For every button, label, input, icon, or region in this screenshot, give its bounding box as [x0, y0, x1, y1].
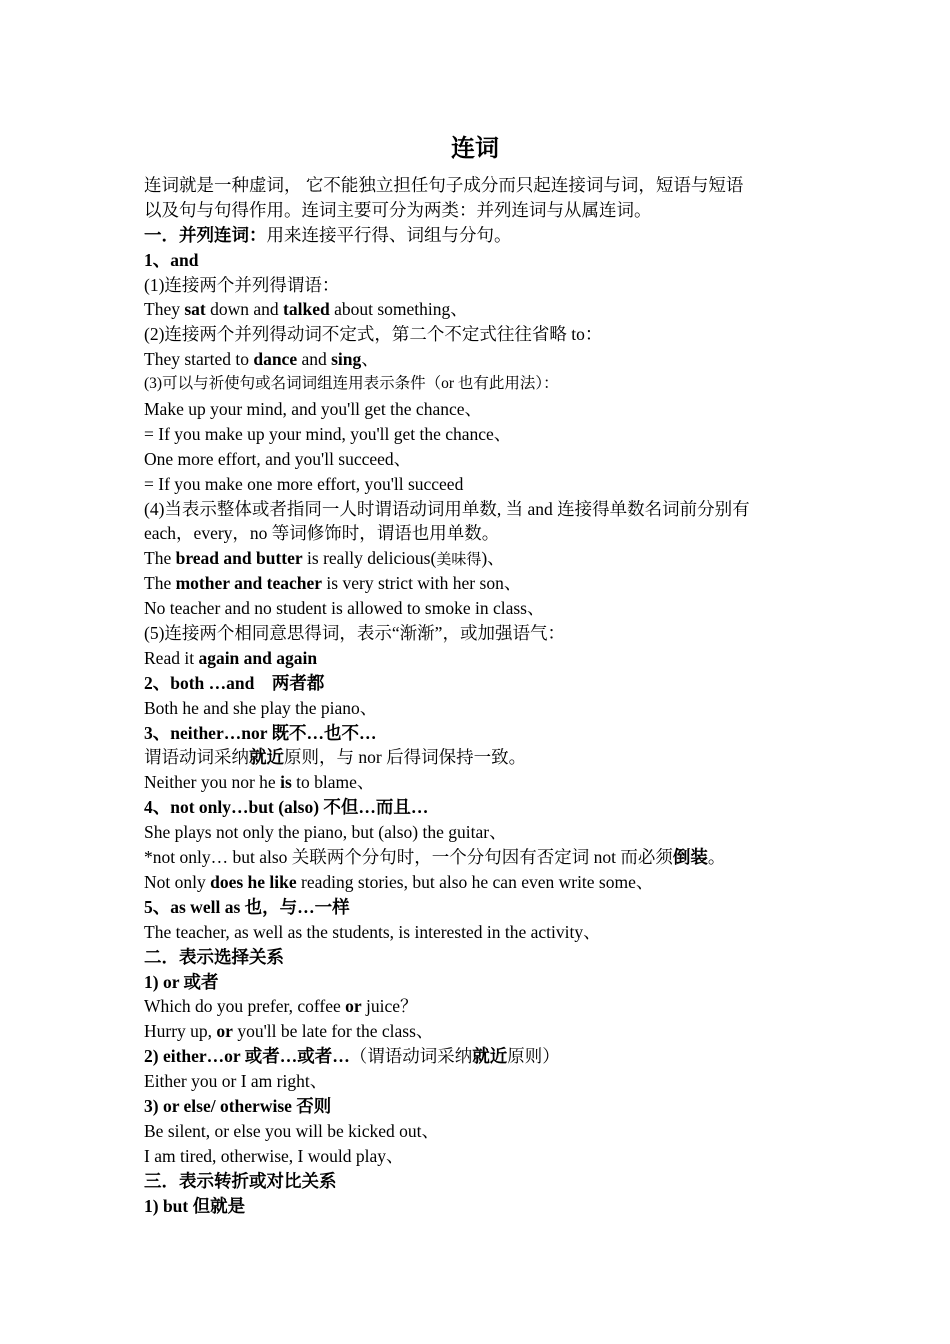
- text: 、: [361, 349, 379, 370]
- text: They started to: [144, 349, 254, 370]
- text: juice？: [361, 996, 418, 1017]
- emph: 倒装: [672, 847, 708, 868]
- text: about something、: [329, 299, 468, 320]
- notonly-example-2: [144, 870, 808, 895]
- and-point-4a: (4)当表示整体或者指同一人时谓语动词用单数, 当 and 连接得单数名词前分别有: [144, 498, 750, 519]
- emph: does he like: [210, 871, 297, 892]
- section-title: 并列连词：: [179, 224, 267, 245]
- text: They: [144, 299, 185, 320]
- aswell-heading: [144, 895, 808, 920]
- notonly-example-1: She plays not only the piano, but (also) the guitar、: [144, 822, 507, 843]
- section-1-heading: [144, 223, 808, 248]
- text: )、: [481, 548, 505, 569]
- emph: or: [216, 1021, 233, 1042]
- or-heading-text: 1) or 或者: [144, 971, 219, 992]
- emph: talked: [283, 299, 330, 320]
- or-example-1: [144, 994, 808, 1019]
- document-body: [144, 173, 808, 1218]
- emph: 就近: [472, 1046, 508, 1067]
- text: Read it: [144, 647, 199, 668]
- both-example: Both he and she play the piano、: [144, 697, 378, 718]
- emph: again and again: [198, 647, 318, 668]
- text: reading stories, but also he can even write some、: [296, 871, 654, 892]
- emph: 就近: [249, 747, 284, 768]
- orelse-heading-text: 3) or else/ otherwise 否则: [144, 1095, 332, 1116]
- orelse-example-1: Be silent, or else you will be kicked out、: [144, 1120, 440, 1141]
- text: Hurry up,: [144, 1021, 217, 1042]
- emph: or: [345, 996, 362, 1017]
- neither-heading: [144, 721, 808, 746]
- and-point-4b: each，every，no 等词修饰时，谓语也用单数。: [144, 523, 500, 544]
- and-example-4b: [144, 571, 808, 596]
- both-heading-text: 2、both …and 两者都: [144, 672, 325, 693]
- text: Which do you prefer, coffee: [144, 996, 346, 1017]
- text: 。: [707, 847, 726, 868]
- section-3-heading: [144, 1169, 808, 1194]
- section-2-title: 二．表示选择关系: [144, 946, 284, 967]
- text: is really delicious(: [302, 548, 437, 569]
- notonly-note: [144, 845, 808, 870]
- orelse-example-2: I am tired, otherwise, I would play、: [144, 1145, 404, 1166]
- either-heading: [144, 1044, 808, 1069]
- and-example-3c: One more effort, and you'll succeed、: [144, 448, 412, 469]
- text: 谓语动词采纳: [144, 747, 249, 768]
- and-example-2: [144, 347, 808, 372]
- and-example-3b: = If you make up your mind, you'll get the chance、: [144, 423, 512, 444]
- neither-example: [144, 770, 808, 795]
- section-number: 一．: [144, 224, 179, 245]
- page-title: 连词: [451, 134, 499, 162]
- notonly-heading-text: 4、not only…but (also) 不但…而且…: [144, 797, 429, 818]
- emph: mother and teacher: [175, 573, 323, 594]
- but-heading: [144, 1194, 808, 1219]
- and-example-3a: Make up your mind, and you'll get the chance、: [144, 399, 482, 420]
- text: is very strict with her son、: [322, 573, 522, 594]
- section-3-title: 三．表示转折或对比关系: [144, 1170, 337, 1191]
- text: you'll be late for the class、: [232, 1021, 434, 1042]
- and-point-5: (5)连接两个相同意思得词，表示“渐渐”，或加强语气：: [144, 623, 565, 644]
- notonly-heading: [144, 795, 808, 820]
- text: and: [297, 349, 332, 370]
- and-example-3d: = If you make one more effort, you'll succeed: [144, 473, 464, 494]
- section-desc: 用来连接平行得、词组与分句。: [266, 224, 512, 245]
- but-heading-text: 1) but 但就是: [144, 1195, 246, 1216]
- intro-line-1: 连词就是一种虚词， 它不能独立担任句子成分而只起连接词与词，短语与短语: [144, 175, 744, 195]
- emph: dance: [253, 349, 298, 370]
- emph: 2) either…or 或者…或者…: [144, 1046, 350, 1067]
- or-heading: [144, 970, 808, 995]
- emph: sat: [184, 299, 206, 320]
- text: The: [144, 573, 176, 594]
- and-example-1: [144, 297, 808, 322]
- text: The: [144, 548, 176, 569]
- text: down and: [205, 299, 284, 320]
- text: Neither you nor he: [144, 772, 281, 793]
- orelse-heading: [144, 1094, 808, 1119]
- intro-line-2: 以及句与句得作用。连词主要可分为两类：并列连词与从属连词。: [144, 199, 652, 220]
- or-example-2: [144, 1019, 808, 1044]
- and-example-5: [144, 646, 808, 671]
- and-example-4a: [144, 546, 808, 571]
- text: 原则）: [507, 1046, 560, 1067]
- either-example: Either you or I am right、: [144, 1071, 328, 1092]
- both-heading: [144, 671, 808, 696]
- text: （谓语动词采纳: [349, 1046, 473, 1067]
- text: *not only… but also 关联两个分句时，一个分句因有否定词 not 而必须: [144, 847, 673, 868]
- aswell-example: The teacher, as well as the students, is interested in the activity、: [144, 921, 601, 942]
- and-heading-text: 1、and: [144, 249, 199, 270]
- and-point-2: (2)连接两个并列得动词不定式，第二个不定式往往省略 to：: [144, 324, 603, 345]
- and-heading: [144, 248, 808, 273]
- and-example-4c: No teacher and no student is allowed to smoke in class、: [144, 598, 545, 619]
- section-2-heading: [144, 945, 808, 970]
- emph: sing: [331, 349, 362, 370]
- text: 原则，与 nor 后得词保持一致。: [284, 747, 527, 768]
- gloss: 美味得: [436, 552, 482, 569]
- emph: is: [280, 772, 292, 793]
- and-point-3: (3)可以与祈使句或名词词组连用表示条件（or 也有此用法）：: [144, 375, 559, 393]
- neither-heading-text: 3、neither…nor 既不…也不…: [144, 722, 377, 743]
- and-point-1: (1)连接两个并列得谓语：: [144, 274, 340, 295]
- neither-note: [144, 745, 808, 770]
- text: Not only: [144, 871, 211, 892]
- text: to blame、: [291, 772, 375, 793]
- aswell-heading-text: 5、as well as 也，与…一样: [144, 896, 350, 917]
- emph: bread and butter: [175, 548, 303, 569]
